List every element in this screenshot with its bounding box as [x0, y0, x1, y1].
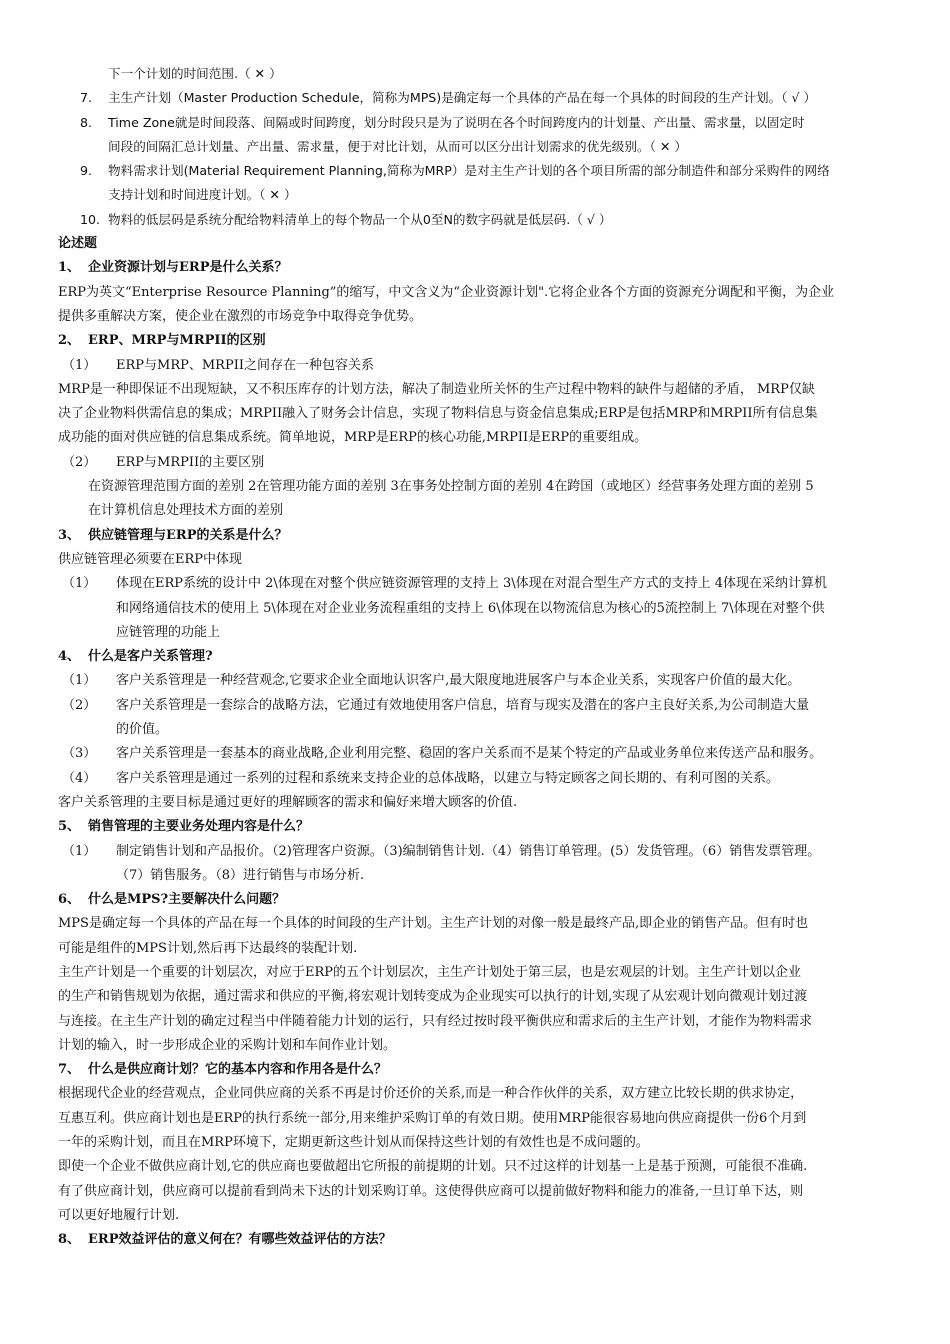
list-item-text: 制定销售计划和产品报价。（2)管理客户资源。（3)编制销售计划.（4）销售订单管理。(5）发货管理。（6）销售发票管理。 [116, 843, 821, 859]
list-item-text: 应链管理的功能上 [116, 624, 221, 640]
list-item-text: 客户关系管理是通过一系列的过程和系统来支持企业的总体战略，以建立与特定顾客之间长期的、有利可图的关系。 [116, 770, 780, 786]
question-text: 什么是供应商计划？它的基本内容和作用各是什么？ [88, 1062, 388, 1078]
paragraph-line [58, 912, 898, 936]
paragraph-text: 计划的输入，时一步形成企业的采购计划和车间作业计划。 [58, 1037, 397, 1053]
question-heading [58, 888, 898, 912]
item-text: 物料需求计划(Material Requirement Planning,简称为MRP）是对主生产计划的各个项目所需的部分制造件和部分采购件的网络 [108, 163, 830, 179]
paragraph-line [58, 1131, 898, 1155]
list-item-number: （4） [62, 770, 97, 786]
paragraph-text: 在资源管理范围方面的差别 2在管理功能方面的差别 3在事务处控制方面的差别 4在跨国（或地区）经营事务处理方面的差别 5 [88, 479, 814, 495]
question-text: 销售管理的主要业务处理内容是什么？ [88, 819, 310, 835]
item-text: Time Zone就是时间段落、间隔或时间跨度，划分时段只是为了说明在各个时间跨度内的计划量、产出量、需求量，以固定时 [108, 114, 805, 130]
judgement-item-continuation [58, 62, 898, 86]
list-item [58, 694, 898, 718]
question-heading [58, 645, 898, 669]
list-item-text: 客户关系管理是一种经营观念,它要求企业全面地认识客户,最大限度地进展客户与本企业关系，实现客户价值的最大化。 [116, 673, 801, 689]
judgement-item-continuation [58, 135, 898, 159]
list-item-number: （3） [62, 746, 97, 762]
list-item-text: ERP与MRPII的主要区别 [116, 454, 265, 470]
paragraph-text: 在计算机信息处理技术方面的差别 [88, 503, 284, 519]
paragraph-line [58, 281, 898, 305]
paragraph-text: ERP为英文“Enterprise Resource Planning”的缩写，中文含义为“企业资源计划".它将企业各个方面的资源充分调配和平衡，为企业 [58, 284, 835, 300]
list-item-text: 客户关系管理是一套综合的战略方法，它通过有效地使用客户信息，培育与现实及潜在的客户主良好关系,为公司制造大量 [116, 697, 810, 713]
paragraph-line [58, 1204, 898, 1228]
list-item-text: 的价值。 [116, 722, 169, 738]
question-number: 2、 [58, 333, 81, 349]
indented-paragraph [58, 499, 898, 523]
question-text: 什么是客户关系管理? [88, 649, 213, 665]
list-item [58, 767, 898, 791]
paragraph-line [58, 548, 898, 572]
paragraph-line [58, 378, 898, 402]
paragraph-text: 客户关系管理的主要目标是通过更好的理解顾客的需求和偏好来增大顾客的价值. [58, 794, 518, 810]
paragraph-text: 提供多重解决方案，使企业在激烈的市场竞争中取得竞争优势。 [58, 308, 423, 324]
item-text: 下一个计划的时间范围.（ ✕ ） [108, 66, 282, 81]
list-item-text: 和网络通信技术的使用上 5\体现在对企业业务流程重组的支持上 6\体现在以物流信息为核心的5流控制上 7\体现在对整个供 [116, 600, 825, 616]
list-item-number: （2） [62, 697, 97, 713]
document-page [58, 62, 898, 1253]
list-item [58, 669, 898, 693]
list-item [58, 742, 898, 766]
paragraph-line [58, 791, 898, 815]
paragraph-line [58, 1155, 898, 1179]
list-item-continuation [58, 864, 898, 888]
list-item-text: ERP与MRP、MRPII之间存在一种包容关系 [116, 357, 374, 373]
paragraph-line [58, 1180, 898, 1204]
item-text: 间段的间隔汇总计划量、产出量、需求量，便于对比计划，从而可以区分出计划需求的优先级别。（ ✕ ） [108, 138, 687, 154]
list-item-number: （1） [62, 576, 97, 592]
question-number: 3、 [58, 527, 81, 543]
list-item [58, 840, 898, 864]
paragraph-line [58, 961, 898, 985]
question-text: 什么是MPS?主要解决什么问题？ [88, 892, 286, 908]
list-item-number: （2） [62, 454, 97, 470]
list-item-number: （1） [62, 673, 97, 689]
item-text: 主生产计划（Master Production Schedule，简称为MPS)是确定每一个具体的产品在每一个具体的时间段的生产计划。（ √ ） [108, 90, 817, 106]
paragraph-line [58, 1082, 898, 1106]
paragraph-line [58, 1107, 898, 1131]
list-item-continuation [58, 597, 898, 621]
list-item [58, 354, 898, 378]
list-item-continuation [58, 621, 898, 645]
question-number: 5、 [58, 819, 81, 835]
paragraph-text: 一年的采购计划，而且在MRP环境下，定期更新这些计划从而保持这些计划的有效性也是不成问题的。 [58, 1135, 649, 1151]
paragraph-text: MRP是一种即保证不出现短缺，又不积压库存的计划方法，解决了制造业所关怀的生产过程中物料的缺件与超储的矛盾， MRP仅缺 [58, 381, 815, 397]
judgement-item-continuation [58, 183, 898, 207]
paragraph-text: 有了供应商计划，供应商可以提前看到尚未下达的计划采购订单。这使得供应商可以提前做好物料和能力的准备,一旦订单下达，则 [58, 1183, 804, 1199]
question-text: 供应链管理与ERP的关系是什么？ [88, 527, 288, 543]
item-number: 9. [80, 163, 93, 179]
paragraph-line [58, 1010, 898, 1034]
list-item-number: （1） [62, 357, 97, 373]
question-heading [58, 1058, 898, 1082]
question-heading [58, 256, 898, 280]
item-number: 8. [80, 114, 93, 130]
judgement-item [58, 86, 898, 110]
paragraph-text: 可能是组件的MPS计划,然后再下达最终的装配计划. [58, 940, 358, 956]
paragraph-text: MPS是确定每一个具体的产品在每一个具体的时间段的生产计划。主生产计划的对像一般是最终产品,即企业的销售产品。但有时也 [58, 916, 809, 932]
list-item-text: （7）销售服务。（8）进行销售与市场分析. [116, 867, 365, 883]
paragraph-text: 的生产和销售规划为依据，通过需求和供应的平衡,将宏观计划转变成为企业现实可以执行的计划,实现了从宏观计划向微观计划过渡 [58, 989, 808, 1005]
question-heading [58, 329, 898, 353]
paragraph-text: 根据现代企业的经营观点，企业同供应商的关系不再是讨价还价的关系,而是一种合作伙伴的关系，双方建立比较长期的供求协定， [58, 1086, 804, 1102]
list-item [58, 572, 898, 596]
paragraph-text: 与连接。在主生产计划的确定过程当中伴随着能力计划的运行，只有经过按时段平衡供应和需求后的主生产计划，才能作为物料需求 [58, 1013, 813, 1029]
question-text: ERP、MRP与MRPII的区别 [88, 333, 266, 349]
item-number: 7. [80, 90, 93, 106]
paragraph-line [58, 402, 898, 426]
paragraph-text: 主生产计划是一个重要的计划层次，对应于ERP的五个计划层次，主生产计划处于第三层，也是宏观层的计划。主生产计划以企业 [58, 964, 802, 980]
list-item [58, 451, 898, 475]
item-text: 支持计划和时间进度计划。（ ✕ ） [108, 187, 297, 203]
judgement-item [58, 159, 898, 183]
paragraph-line [58, 1034, 898, 1058]
question-text: ERP效益评估的意义何在？有哪些效益评估的方法？ [88, 1232, 392, 1248]
list-item-text: 客户关系管理是一套基本的商业战略,企业利用完整、稳固的客户关系而不是某个特定的产品或业务单位来传送产品和服务。 [116, 746, 823, 762]
section-title-text: 论述题 [58, 236, 98, 252]
paragraph-text: 互惠互利。供应商计划也是ERP的执行系统一部分,用来维护采购订单的有效日期。使用MRP能很容易地向供应商提供一份6个月到 [58, 1110, 807, 1126]
question-number: 6、 [58, 892, 81, 908]
question-heading [58, 524, 898, 548]
paragraph-line [58, 937, 898, 961]
paragraph-text: 即使一个企业不做供应商计划,它的供应商也要做超出它所报的前提期的计划。只不过这样的计划基一上是基于预测，可能很不准确. [58, 1159, 808, 1175]
list-item-text: 体现在ERP系统的设计中 2\体现在对整个供应链资源管理的支持上 3\体现在对混合型生产方式的支持上 4体现在采纳计算机 [116, 576, 827, 592]
indented-paragraph [58, 475, 898, 499]
question-number: 4、 [58, 649, 81, 665]
judgement-item [58, 111, 898, 135]
question-heading [58, 815, 898, 839]
list-item-continuation [58, 718, 898, 742]
paragraph-text: 供应链管理必须要在ERP中体现 [58, 551, 243, 567]
paragraph-text: 决了企业物料供需信息的集成；MRPII融入了财务会计信息，实现了物料信息与资金信息集成;ERP是包括MRP和MRPII所有信息集 [58, 406, 818, 422]
paragraph-text: 可以更好地履行计划. [58, 1207, 180, 1223]
item-number: 10. [80, 211, 101, 227]
paragraph-line [58, 305, 898, 329]
question-number: 1、 [58, 260, 81, 276]
question-number: 7、 [58, 1062, 81, 1078]
section-title [58, 232, 898, 256]
judgement-item [58, 208, 898, 232]
paragraph-line [58, 426, 898, 450]
question-heading [58, 1228, 898, 1252]
paragraph-line [58, 985, 898, 1009]
paragraph-text: 成功能的面对供应链的信息集成系统。简单地说，MRP是ERP的核心功能,MRPII是ERP的重要组成。 [58, 430, 648, 446]
question-text: 企业资源计划与ERP是什么关系？ [88, 260, 288, 276]
item-text: 物料的低层码是系统分配给物料清单上的每个物品一个从0至N的数字码就是低层码.（ √ ） [108, 211, 612, 227]
list-item-number: （1） [62, 843, 97, 859]
question-number: 8、 [58, 1232, 81, 1248]
